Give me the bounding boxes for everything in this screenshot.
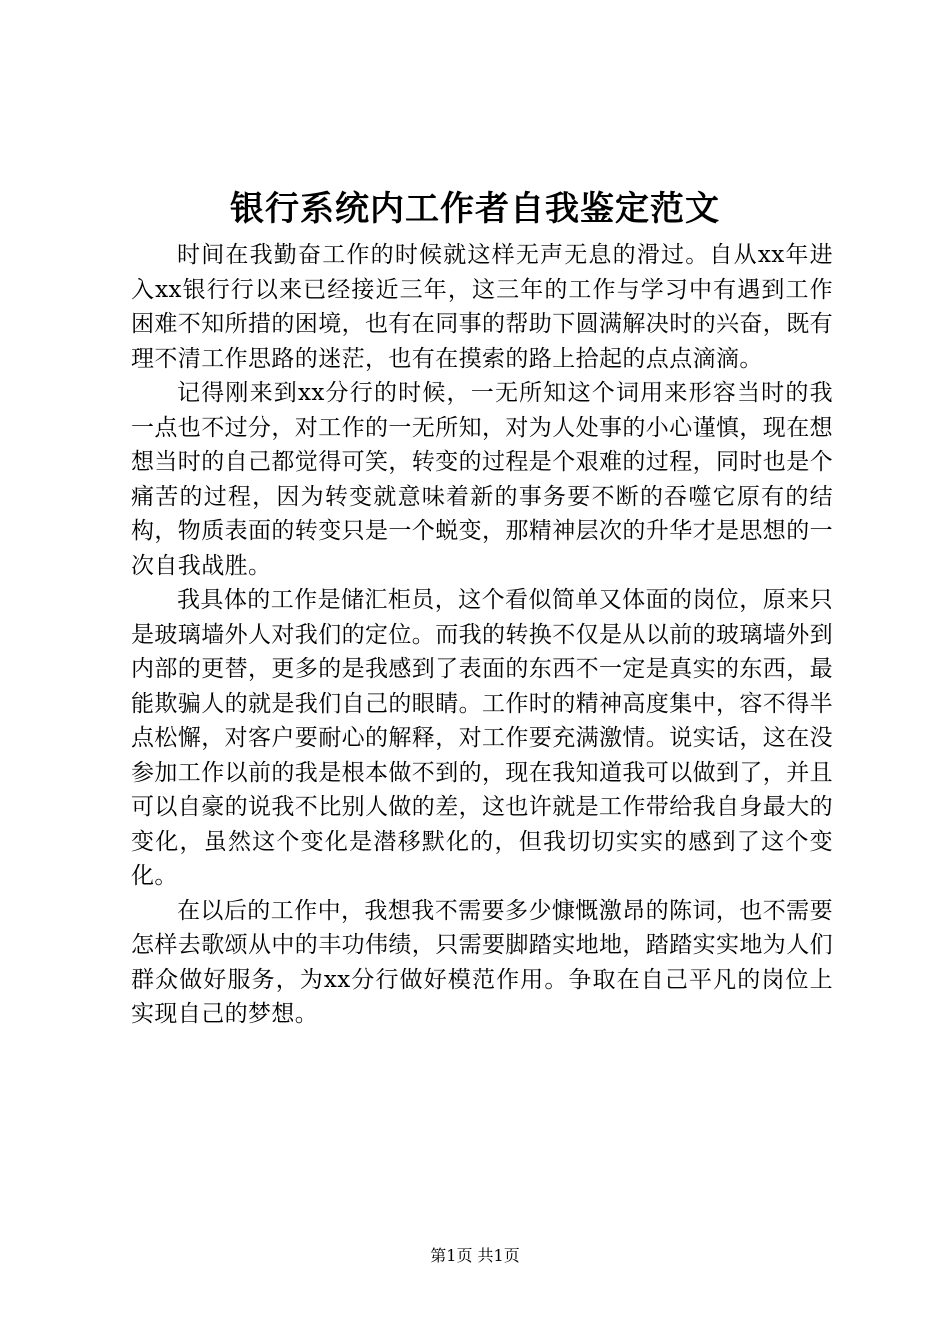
document-body (131, 238, 833, 1032)
document-title: 银行系统内工作者自我鉴定范文 (230, 189, 720, 229)
paragraph-4: 在以后的工作中，我想我不需要多少慷慨激昂的陈词，也不需要怎样去歌颂从中的丰功伟绩，只需要脚踏实地地，踏踏实实地为人们群众做好服务，为xx分行做好模范作用。争取在自己平凡的岗位上实现自己的梦想。 (131, 897, 833, 1027)
page-number-footer: 第1页 共1页 (430, 1246, 520, 1265)
paragraph-3: 我具体的工作是储汇柜员，这个看似简单又体面的岗位，原来只是玻璃墙外人对我们的定位。而我的转换不仅是从以前的玻璃墙外到内部的更替，更多的是我感到了表面的东西不一定是真实的东西，最能欺骗人的就是我们自己的眼睛。工作时的精神高度集中，容不得半点松懈，对客户要耐心的解释，对工作要充满激情。说实话，这在没参加工作以前的我是根本做不到的，现在我知道我可以做到了，并且可以自豪的说我不比别人做的差，这也许就是工作带给我自身最大的变化，虽然这个变化是潜移默化的，但我切切实实的感到了这个变化。 (131, 587, 833, 889)
paragraph-2: 记得刚来到xx分行的时候，一无所知这个词用来形容当时的我一点也不过分，对工作的一无所知，对为人处事的小心谨慎，现在想想当时的自己都觉得可笑，转变的过程是个艰难的过程，同时也是个痛苦的过程，因为转变就意味着新的事务要不断的吞噬它原有的结构，物质表面的转变只是一个蜕变，那精神层次的升华才是思想的一次自我战胜。 (131, 380, 833, 579)
paragraph-1: 时间在我勤奋工作的时候就这样无声无息的滑过。自从xx年进入xx银行行以来已经接近三年，这三年的工作与学习中有遇到工作困难不知所措的困境，也有在同事的帮助下圆满解决时的兴奋，既有理不清工作思路的迷茫，也有在摸索的路上拾起的点点滴滴。 (131, 242, 833, 372)
